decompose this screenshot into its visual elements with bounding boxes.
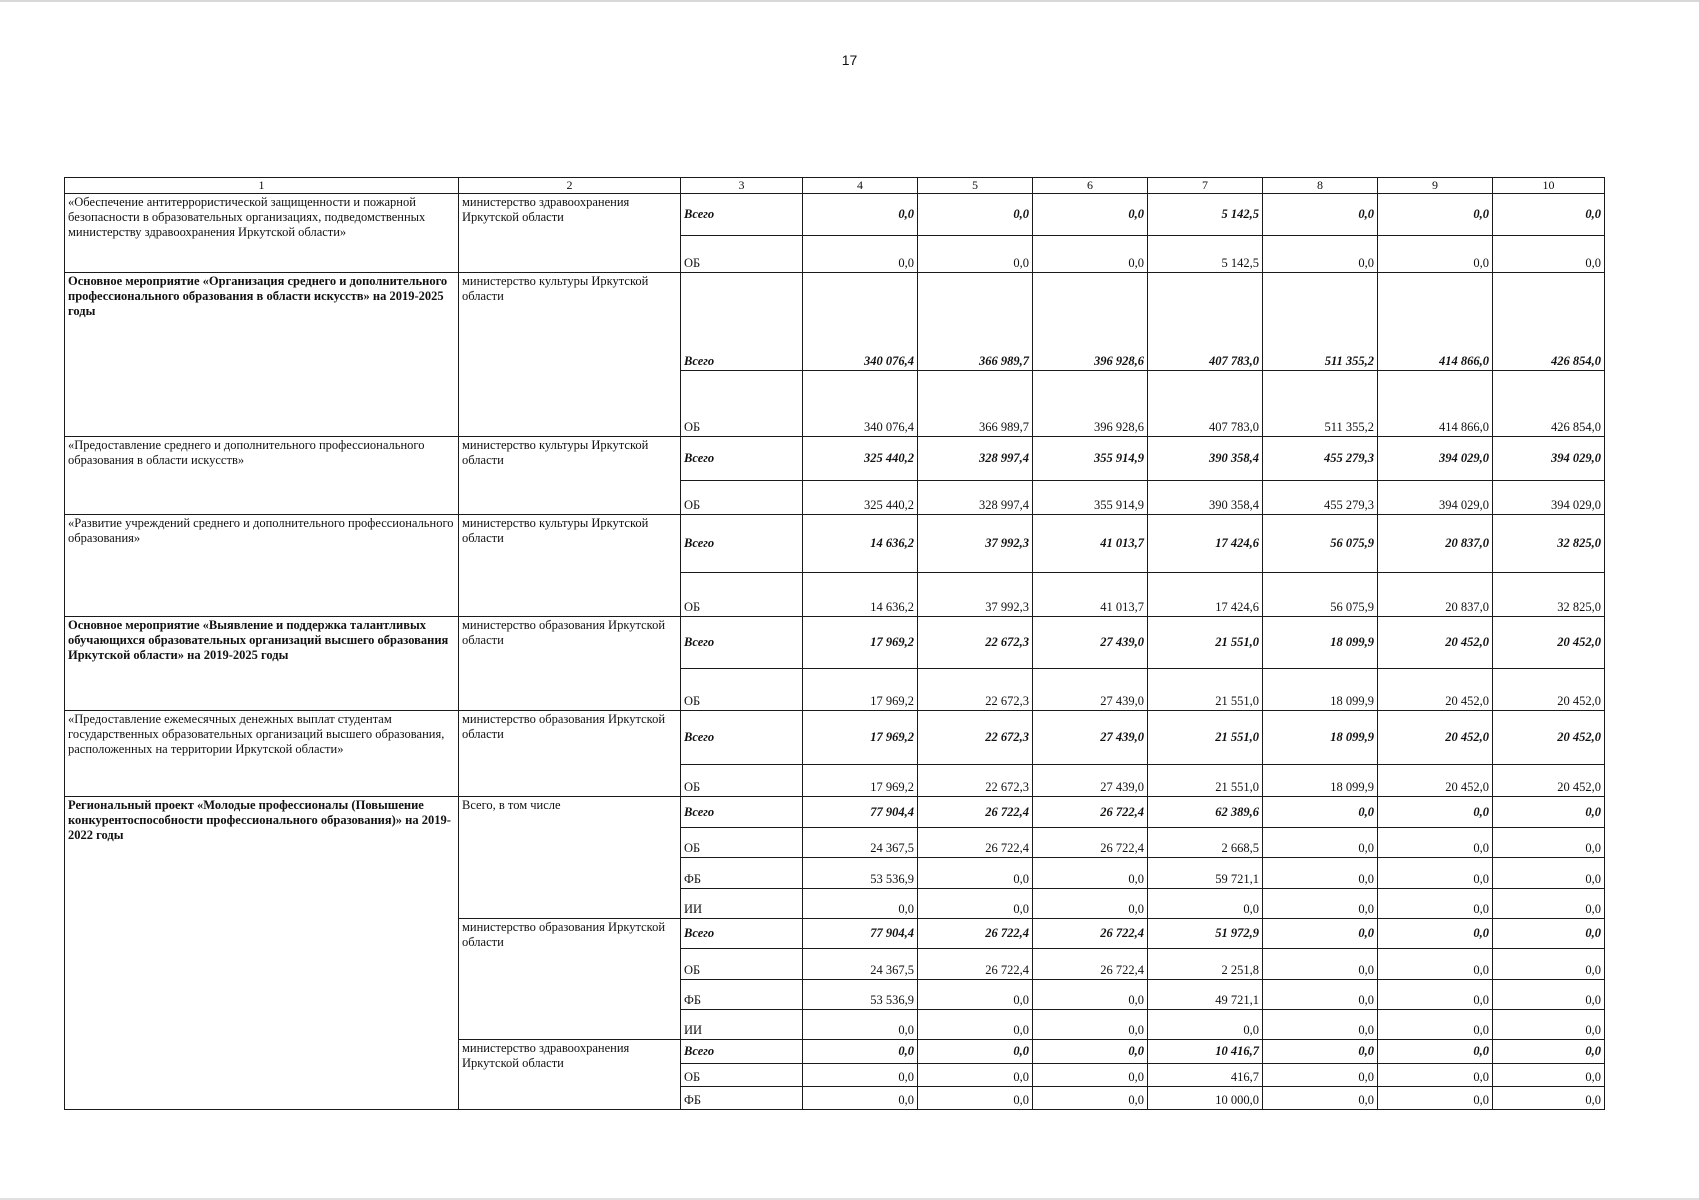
amount-cell: 0,0 bbox=[918, 236, 1033, 273]
amount-cell: 0,0 bbox=[803, 236, 918, 273]
executor-cell: министерство здравоохранения Иркутской области bbox=[459, 1040, 681, 1110]
amount-cell: 37 992,3 bbox=[918, 515, 1033, 573]
amount-cell: 0,0 bbox=[803, 1087, 918, 1110]
table-row bbox=[65, 437, 1605, 481]
amount-cell: 21 551,0 bbox=[1148, 765, 1263, 797]
amount-cell: 426 854,0 bbox=[1493, 371, 1605, 437]
amount-cell: 325 440,2 bbox=[803, 481, 918, 515]
amount-cell: 27 439,0 bbox=[1033, 617, 1148, 669]
amount-cell: 24 367,5 bbox=[803, 949, 918, 980]
amount-cell: 325 440,2 bbox=[803, 437, 918, 481]
amount-cell: 26 722,4 bbox=[1033, 828, 1148, 858]
amount-cell: 416,7 bbox=[1148, 1064, 1263, 1087]
amount-cell: 51 972,9 bbox=[1148, 919, 1263, 949]
executor-cell: министерство культуры Иркутской области bbox=[459, 437, 681, 515]
amount-cell: 407 783,0 bbox=[1148, 273, 1263, 371]
amount-cell: 455 279,3 bbox=[1263, 481, 1378, 515]
amount-cell: 18 099,9 bbox=[1263, 765, 1378, 797]
amount-cell: 26 722,4 bbox=[918, 919, 1033, 949]
amount-cell: 77 904,4 bbox=[803, 797, 918, 828]
amount-cell: 37 992,3 bbox=[918, 573, 1033, 617]
amount-cell: 394 029,0 bbox=[1493, 437, 1605, 481]
amount-cell: 511 355,2 bbox=[1263, 273, 1378, 371]
amount-cell: 0,0 bbox=[1378, 858, 1493, 889]
amount-cell: 0,0 bbox=[1033, 194, 1148, 236]
table-row bbox=[65, 617, 1605, 669]
amount-cell: 340 076,4 bbox=[803, 371, 918, 437]
amount-cell: 455 279,3 bbox=[1263, 437, 1378, 481]
amount-cell: 0,0 bbox=[1033, 236, 1148, 273]
funding-source-cell: ОБ bbox=[681, 765, 803, 797]
amount-cell: 366 989,7 bbox=[918, 273, 1033, 371]
amount-cell: 17 969,2 bbox=[803, 711, 918, 765]
amount-cell: 0,0 bbox=[1378, 236, 1493, 273]
column-header: 10 bbox=[1493, 178, 1605, 194]
column-header: 3 bbox=[681, 178, 803, 194]
amount-cell: 0,0 bbox=[918, 980, 1033, 1010]
funding-source-cell: ФБ bbox=[681, 1087, 803, 1110]
amount-cell: 17 969,2 bbox=[803, 617, 918, 669]
amount-cell: 0,0 bbox=[1033, 1064, 1148, 1087]
amount-cell: 17 969,2 bbox=[803, 669, 918, 711]
amount-cell: 0,0 bbox=[803, 194, 918, 236]
table-row bbox=[65, 515, 1605, 573]
executor-cell: министерство образования Иркутской области bbox=[459, 711, 681, 797]
amount-cell: 0,0 bbox=[1033, 1040, 1148, 1064]
amount-cell: 0,0 bbox=[1148, 1010, 1263, 1040]
amount-cell: 0,0 bbox=[1493, 236, 1605, 273]
funding-table bbox=[64, 177, 1605, 1110]
funding-source-cell: ОБ bbox=[681, 573, 803, 617]
event-name-cell: «Развитие учреждений среднего и дополнительного профессионального образования» bbox=[65, 515, 459, 617]
amount-cell: 26 722,4 bbox=[918, 828, 1033, 858]
amount-cell: 0,0 bbox=[1148, 889, 1263, 919]
amount-cell: 21 551,0 bbox=[1148, 711, 1263, 765]
amount-cell: 390 358,4 bbox=[1148, 481, 1263, 515]
funding-source-cell: Всего bbox=[681, 617, 803, 669]
amount-cell: 0,0 bbox=[1263, 1087, 1378, 1110]
amount-cell: 26 722,4 bbox=[1033, 919, 1148, 949]
amount-cell: 0,0 bbox=[803, 1010, 918, 1040]
amount-cell: 18 099,9 bbox=[1263, 617, 1378, 669]
amount-cell: 26 722,4 bbox=[918, 797, 1033, 828]
funding-source-cell: ОБ bbox=[681, 481, 803, 515]
amount-cell: 21 551,0 bbox=[1148, 617, 1263, 669]
amount-cell: 24 367,5 bbox=[803, 828, 918, 858]
amount-cell: 355 914,9 bbox=[1033, 437, 1148, 481]
amount-cell: 0,0 bbox=[1378, 889, 1493, 919]
amount-cell: 26 722,4 bbox=[918, 949, 1033, 980]
funding-source-cell: ИИ bbox=[681, 889, 803, 919]
amount-cell: 0,0 bbox=[1378, 194, 1493, 236]
amount-cell: 0,0 bbox=[1493, 797, 1605, 828]
amount-cell: 0,0 bbox=[918, 1087, 1033, 1110]
funding-source-cell: ФБ bbox=[681, 980, 803, 1010]
amount-cell: 0,0 bbox=[803, 889, 918, 919]
amount-cell: 0,0 bbox=[1263, 1064, 1378, 1087]
amount-cell: 0,0 bbox=[1263, 194, 1378, 236]
amount-cell: 394 029,0 bbox=[1493, 481, 1605, 515]
amount-cell: 41 013,7 bbox=[1033, 515, 1148, 573]
amount-cell: 0,0 bbox=[1263, 949, 1378, 980]
event-name-cell: Основное мероприятие «Выявление и поддержка талантливых обучающихся образовательных организаций высшего образования Иркутской области» на 2019-2025 годы bbox=[65, 617, 459, 711]
executor-cell: министерство образования Иркутской области bbox=[459, 919, 681, 1040]
funding-source-cell: ФБ bbox=[681, 858, 803, 889]
amount-cell: 20 452,0 bbox=[1378, 617, 1493, 669]
funding-source-cell: Всего bbox=[681, 797, 803, 828]
amount-cell: 414 866,0 bbox=[1378, 371, 1493, 437]
table-row bbox=[65, 273, 1605, 371]
amount-cell: 27 439,0 bbox=[1033, 765, 1148, 797]
funding-source-cell: ОБ bbox=[681, 828, 803, 858]
amount-cell: 17 424,6 bbox=[1148, 515, 1263, 573]
amount-cell: 355 914,9 bbox=[1033, 481, 1148, 515]
executor-cell: Всего, в том числе bbox=[459, 797, 681, 919]
amount-cell: 56 075,9 bbox=[1263, 573, 1378, 617]
amount-cell: 0,0 bbox=[1378, 949, 1493, 980]
column-header: 6 bbox=[1033, 178, 1148, 194]
event-name-cell: «Предоставление среднего и дополнительного профессионального образования в области искусств» bbox=[65, 437, 459, 515]
amount-cell: 32 825,0 bbox=[1493, 515, 1605, 573]
amount-cell: 0,0 bbox=[1033, 889, 1148, 919]
amount-cell: 20 452,0 bbox=[1493, 711, 1605, 765]
amount-cell: 394 029,0 bbox=[1378, 481, 1493, 515]
amount-cell: 0,0 bbox=[1493, 1010, 1605, 1040]
funding-source-cell: Всего bbox=[681, 437, 803, 481]
amount-cell: 0,0 bbox=[1493, 980, 1605, 1010]
amount-cell: 426 854,0 bbox=[1493, 273, 1605, 371]
scan-top-edge bbox=[0, 0, 1699, 2]
amount-cell: 0,0 bbox=[1263, 980, 1378, 1010]
table-row bbox=[65, 194, 1605, 236]
funding-source-cell: Всего bbox=[681, 194, 803, 236]
amount-cell: 0,0 bbox=[1493, 1064, 1605, 1087]
column-header: 9 bbox=[1378, 178, 1493, 194]
amount-cell: 0,0 bbox=[1493, 1040, 1605, 1064]
amount-cell: 18 099,9 bbox=[1263, 669, 1378, 711]
amount-cell: 0,0 bbox=[1493, 949, 1605, 980]
amount-cell: 0,0 bbox=[918, 858, 1033, 889]
amount-cell: 0,0 bbox=[1493, 858, 1605, 889]
amount-cell: 0,0 bbox=[803, 1040, 918, 1064]
amount-cell: 366 989,7 bbox=[918, 371, 1033, 437]
amount-cell: 0,0 bbox=[1493, 828, 1605, 858]
amount-cell: 17 424,6 bbox=[1148, 573, 1263, 617]
amount-cell: 396 928,6 bbox=[1033, 273, 1148, 371]
amount-cell: 0,0 bbox=[1378, 797, 1493, 828]
amount-cell: 59 721,1 bbox=[1148, 858, 1263, 889]
funding-source-cell: ИИ bbox=[681, 1010, 803, 1040]
amount-cell: 53 536,9 bbox=[803, 980, 918, 1010]
amount-cell: 0,0 bbox=[1263, 797, 1378, 828]
table-header-row bbox=[65, 178, 1605, 194]
amount-cell: 0,0 bbox=[1263, 889, 1378, 919]
amount-cell: 5 142,5 bbox=[1148, 236, 1263, 273]
amount-cell: 14 636,2 bbox=[803, 515, 918, 573]
event-name-cell: «Предоставление ежемесячных денежных выплат студентам государственных образовательных организаций высшего образования, расположенных на территории Иркутской области» bbox=[65, 711, 459, 797]
amount-cell: 22 672,3 bbox=[918, 765, 1033, 797]
amount-cell: 0,0 bbox=[1033, 980, 1148, 1010]
funding-source-cell: Всего bbox=[681, 1040, 803, 1064]
amount-cell: 390 358,4 bbox=[1148, 437, 1263, 481]
amount-cell: 0,0 bbox=[1033, 1010, 1148, 1040]
amount-cell: 18 099,9 bbox=[1263, 711, 1378, 765]
table-row bbox=[65, 797, 1605, 828]
funding-source-cell: Всего bbox=[681, 919, 803, 949]
amount-cell: 22 672,3 bbox=[918, 711, 1033, 765]
amount-cell: 0,0 bbox=[803, 1064, 918, 1087]
amount-cell: 2 668,5 bbox=[1148, 828, 1263, 858]
amount-cell: 0,0 bbox=[918, 1064, 1033, 1087]
amount-cell: 10 000,0 bbox=[1148, 1087, 1263, 1110]
amount-cell: 0,0 bbox=[1033, 1087, 1148, 1110]
amount-cell: 32 825,0 bbox=[1493, 573, 1605, 617]
amount-cell: 0,0 bbox=[1378, 1064, 1493, 1087]
amount-cell: 17 969,2 bbox=[803, 765, 918, 797]
amount-cell: 20 452,0 bbox=[1378, 669, 1493, 711]
column-header: 1 bbox=[65, 178, 459, 194]
amount-cell: 394 029,0 bbox=[1378, 437, 1493, 481]
amount-cell: 22 672,3 bbox=[918, 669, 1033, 711]
amount-cell: 328 997,4 bbox=[918, 481, 1033, 515]
amount-cell: 27 439,0 bbox=[1033, 669, 1148, 711]
amount-cell: 0,0 bbox=[1378, 1010, 1493, 1040]
amount-cell: 77 904,4 bbox=[803, 919, 918, 949]
column-header: 7 bbox=[1148, 178, 1263, 194]
amount-cell: 0,0 bbox=[1493, 1087, 1605, 1110]
table-row bbox=[65, 711, 1605, 765]
amount-cell: 27 439,0 bbox=[1033, 711, 1148, 765]
amount-cell: 0,0 bbox=[1378, 980, 1493, 1010]
amount-cell: 0,0 bbox=[1263, 1010, 1378, 1040]
table-body bbox=[65, 178, 1605, 1110]
amount-cell: 0,0 bbox=[918, 1010, 1033, 1040]
event-name-cell: «Обеспечение антитеррористической защищенности и пожарной безопасности в образовательных организациях, подведомственных министерству здравоохранения Иркутской области» bbox=[65, 194, 459, 273]
amount-cell: 62 389,6 bbox=[1148, 797, 1263, 828]
column-header: 2 bbox=[459, 178, 681, 194]
amount-cell: 49 721,1 bbox=[1148, 980, 1263, 1010]
funding-source-cell: ОБ bbox=[681, 669, 803, 711]
amount-cell: 5 142,5 bbox=[1148, 194, 1263, 236]
amount-cell: 10 416,7 bbox=[1148, 1040, 1263, 1064]
executor-cell: министерство образования Иркутской области bbox=[459, 617, 681, 711]
amount-cell: 0,0 bbox=[1493, 194, 1605, 236]
amount-cell: 0,0 bbox=[1378, 1040, 1493, 1064]
amount-cell: 328 997,4 bbox=[918, 437, 1033, 481]
executor-cell: министерство культуры Иркутской области bbox=[459, 515, 681, 617]
amount-cell: 0,0 bbox=[918, 889, 1033, 919]
event-name-cell: Региональный проект «Молодые профессионалы (Повышение конкурентоспособности профессионального образования)» на 2019-2022 годы bbox=[65, 797, 459, 1110]
amount-cell: 0,0 bbox=[1378, 919, 1493, 949]
amount-cell: 0,0 bbox=[1263, 919, 1378, 949]
executor-cell: министерство культуры Иркутской области bbox=[459, 273, 681, 437]
amount-cell: 0,0 bbox=[1378, 1087, 1493, 1110]
funding-source-cell: ОБ bbox=[681, 1064, 803, 1087]
amount-cell: 26 722,4 bbox=[1033, 949, 1148, 980]
amount-cell: 56 075,9 bbox=[1263, 515, 1378, 573]
amount-cell: 20 452,0 bbox=[1493, 765, 1605, 797]
amount-cell: 0,0 bbox=[1263, 858, 1378, 889]
amount-cell: 20 452,0 bbox=[1493, 617, 1605, 669]
amount-cell: 0,0 bbox=[1493, 889, 1605, 919]
amount-cell: 0,0 bbox=[1378, 828, 1493, 858]
amount-cell: 20 837,0 bbox=[1378, 573, 1493, 617]
amount-cell: 407 783,0 bbox=[1148, 371, 1263, 437]
amount-cell: 20 452,0 bbox=[1493, 669, 1605, 711]
amount-cell: 20 452,0 bbox=[1378, 765, 1493, 797]
amount-cell: 14 636,2 bbox=[803, 573, 918, 617]
amount-cell: 22 672,3 bbox=[918, 617, 1033, 669]
column-header: 8 bbox=[1263, 178, 1378, 194]
funding-source-cell: Всего bbox=[681, 273, 803, 371]
amount-cell: 2 251,8 bbox=[1148, 949, 1263, 980]
event-name-cell: Основное мероприятие «Организация среднего и дополнительного профессионального образования в области искусств» на 2019-2025 годы bbox=[65, 273, 459, 437]
amount-cell: 21 551,0 bbox=[1148, 669, 1263, 711]
funding-source-cell: Всего bbox=[681, 515, 803, 573]
amount-cell: 0,0 bbox=[1033, 858, 1148, 889]
amount-cell: 511 355,2 bbox=[1263, 371, 1378, 437]
amount-cell: 0,0 bbox=[1263, 1040, 1378, 1064]
page-number: 17 bbox=[841, 52, 858, 68]
amount-cell: 340 076,4 bbox=[803, 273, 918, 371]
funding-source-cell: ОБ bbox=[681, 236, 803, 273]
funding-source-cell: ОБ bbox=[681, 371, 803, 437]
funding-source-cell: Всего bbox=[681, 711, 803, 765]
amount-cell: 26 722,4 bbox=[1033, 797, 1148, 828]
amount-cell: 396 928,6 bbox=[1033, 371, 1148, 437]
amount-cell: 0,0 bbox=[1493, 919, 1605, 949]
column-header: 5 bbox=[918, 178, 1033, 194]
amount-cell: 414 866,0 bbox=[1378, 273, 1493, 371]
amount-cell: 41 013,7 bbox=[1033, 573, 1148, 617]
executor-cell: министерство здравоохранения Иркутской области bbox=[459, 194, 681, 273]
amount-cell: 0,0 bbox=[918, 1040, 1033, 1064]
amount-cell: 0,0 bbox=[1263, 236, 1378, 273]
amount-cell: 20 837,0 bbox=[1378, 515, 1493, 573]
amount-cell: 20 452,0 bbox=[1378, 711, 1493, 765]
column-header: 4 bbox=[803, 178, 918, 194]
amount-cell: 0,0 bbox=[918, 194, 1033, 236]
amount-cell: 53 536,9 bbox=[803, 858, 918, 889]
funding-source-cell: ОБ bbox=[681, 949, 803, 980]
amount-cell: 0,0 bbox=[1263, 828, 1378, 858]
